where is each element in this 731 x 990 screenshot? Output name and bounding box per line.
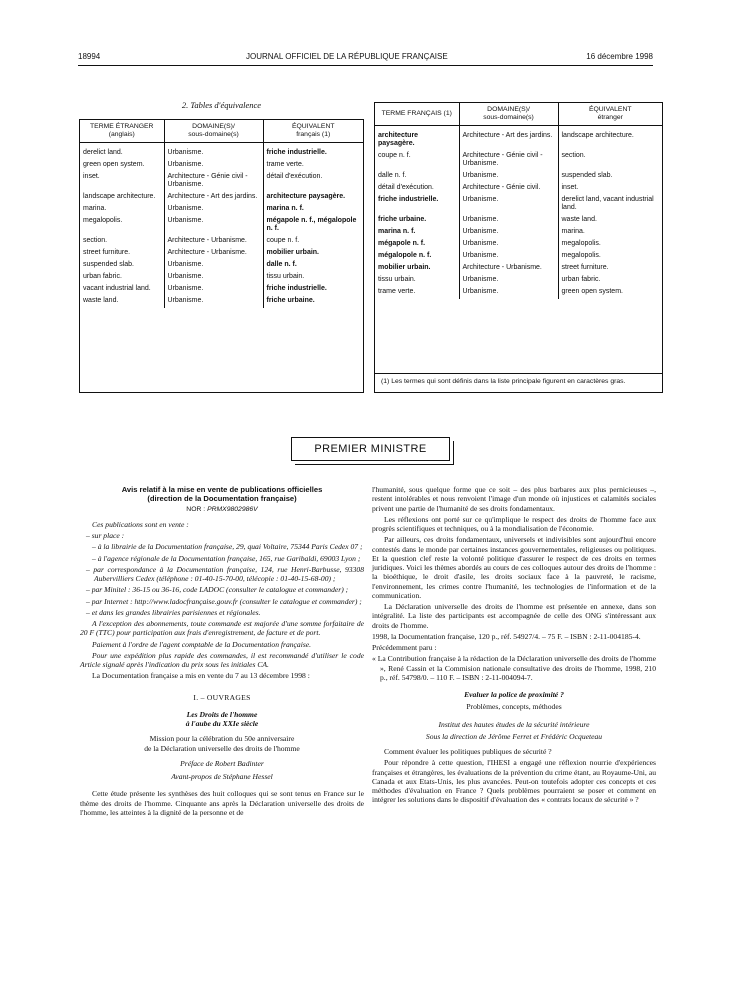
table-cell: landscape architecture. — [558, 125, 662, 151]
table-cell: coupe n. f. — [378, 151, 411, 159]
table-row — [375, 183, 662, 195]
table-cell: Urbanisme. — [164, 216, 263, 236]
table-row — [80, 142, 363, 160]
table-row — [375, 263, 662, 275]
table-cell: inset. — [83, 172, 100, 180]
table-row — [80, 160, 363, 172]
table-cell: suspended slab. — [558, 171, 662, 183]
table-cell: détail d'exécution. — [263, 172, 363, 192]
avis-mise-en-vente: La Documentation française a mis en vente du 7 au 13 décembre 1998 : — [92, 671, 310, 681]
table-row — [80, 204, 363, 216]
table-cell: Architecture - Génie civil - Urbanisme. — [164, 172, 263, 192]
table-cell: architecture paysagère. — [378, 131, 419, 147]
table-cell: friche industrielle. — [263, 284, 363, 296]
avis-sur-place: – sur place : — [86, 531, 125, 541]
table-row — [80, 284, 363, 296]
precedemment-label: Précédemment paru : — [372, 643, 437, 652]
table-cell: Urbanisme. — [459, 287, 558, 299]
table-row — [80, 296, 363, 308]
table-cell: marina n. f. — [378, 228, 416, 236]
section-title: PREMIER MINISTRE — [314, 443, 427, 455]
table-row — [80, 236, 363, 248]
table-cell: section. — [558, 151, 662, 171]
table-cell: Urbanisme. — [459, 195, 558, 215]
table-right-header-2: DOMAINE(S)/ sous-domaine(s) — [459, 103, 558, 125]
table-cell: mobilier urbain. — [263, 248, 363, 260]
table-cell: green open system. — [558, 287, 662, 299]
table-right — [374, 102, 663, 393]
table-cell: marina n. f. — [263, 204, 363, 216]
avis-abonnements: A l'exception des abonnements, toute commande est majorée d'une somme forfaitaire de 20 F (TTC) pour participation aux frais d'enregistrement, de facture et de port. — [80, 619, 364, 638]
avis-internet: – par Internet : http://www.ladocfrançaise.gouv.fr (consulter le catalogue et commander) ; — [86, 596, 362, 606]
table-cell: tissu urbain. — [263, 272, 363, 284]
book1-paragraph-1-continued: l'humanité, sous quelque forme que ce soit – des plus barbares aux plus pernicieuses –, restent intolérables et nous renvoient l'image d'un monde où injustices et calamités sociales privent une partie de l'humanité de ses droits fondamentaux. — [372, 485, 656, 513]
table-cell: coupe n. f. — [263, 236, 363, 248]
table-left — [79, 119, 364, 393]
table-cell: Urbanisme. — [164, 296, 263, 308]
header-rule — [78, 65, 653, 66]
table-cell: vacant industrial land. — [83, 285, 151, 293]
previous-publication: « La Contribution française à la rédaction de la Déclaration universelle des droits de l'homme », René Cassin et la Commision nationale consultative des droits de l'homme, 1998, 210 p., réf. 54798/0. – 110 F. – ISBN : 2-11-004094-7. — [372, 654, 656, 682]
table-row — [80, 172, 363, 192]
avis-minitel: – par Minitel : 36-15 ou 36-16, code LADOC (consulter le catalogue et commander) ; — [86, 585, 349, 595]
table-cell: friche industrielle. — [378, 195, 439, 203]
table-cell: urban fabric. — [558, 275, 662, 287]
table-cell: dalle n. f. — [263, 260, 363, 272]
table-cell: section. — [83, 237, 108, 244]
table-cell: megalopolis. — [558, 251, 662, 263]
book2-direction: Sous la direction de Jérôme Ferret et Frédéric Ocqueteau — [425, 731, 603, 741]
book1-subtitle-line2: de la Déclaration universelle des droits de l'homme — [144, 743, 300, 753]
book2-institut: Institut des hautes études de la sécurité intérieure — [438, 719, 590, 729]
table-cell: Urbanisme. — [459, 227, 558, 239]
table-cell: urban fabric. — [83, 273, 122, 281]
table-cell: megalopolis. — [83, 216, 123, 224]
table-row — [375, 227, 662, 239]
table-row — [375, 215, 662, 227]
avis-intro: Ces publications sont en vente : — [92, 519, 189, 529]
table-cell: marina. — [558, 227, 662, 239]
avis-agence: – à l'agence régionale de la Documentation française, 165, rue Garibaldi, 69003 Lyon ; — [92, 553, 361, 563]
book1-paragraph-2: Les réflexions ont porté sur ce qu'implique le respect des droits de l'homme face aux progrès scientifiques et techniques, ou à la mondialisation de l'économie. — [372, 514, 656, 533]
table-cell: Urbanisme. — [164, 272, 263, 284]
table-cell: Architecture - Urbanisme. — [164, 248, 263, 260]
section-title-box — [291, 437, 450, 461]
table-row — [80, 260, 363, 272]
table-cell: détail d'exécution. — [378, 183, 434, 191]
table-cell: suspended slab. — [83, 261, 134, 269]
left-column — [80, 485, 364, 819]
table-row — [80, 192, 363, 204]
book2-subtitle: Problèmes, concepts, méthodes — [466, 702, 562, 712]
table-cell: inset. — [558, 183, 662, 195]
table-cell: Architecture - Génie civil. — [459, 183, 558, 195]
table-cell: Urbanisme. — [459, 171, 558, 183]
table-cell: friche urbaine. — [263, 296, 363, 308]
table-cell: architecture paysagère. — [263, 192, 363, 204]
table-cell: derelict land. — [83, 148, 123, 156]
table-row — [375, 239, 662, 251]
book2-question: Comment évaluer les politiques publiques de sécurité ? — [384, 747, 552, 756]
book1-avant-propos: Avant-propos de Stéphane Hessel — [171, 772, 273, 782]
nor-label: NOR : — [186, 505, 206, 513]
table-cell: tissu urbain. — [378, 276, 416, 284]
nor-code: PRMX9802986V — [207, 505, 258, 513]
table-cell: dalle n. f. — [378, 171, 407, 179]
table-row — [375, 195, 662, 215]
avis-librairies: – et dans les grandes librairies parisiennes et régionales. — [86, 607, 261, 617]
table-right-header-3: ÉQUIVALENT étranger — [558, 103, 662, 125]
table-cell: Architecture - Art des jardins. — [459, 125, 558, 151]
table-cell: green open system. — [83, 160, 145, 168]
issue-date: 16 décembre 1998 — [586, 52, 653, 61]
avis-title-line1: Avis relatif à la mise en vente de publications officielles — [121, 485, 323, 494]
table-row — [375, 287, 662, 299]
table-cell: Architecture - Art des jardins. — [164, 192, 263, 204]
book1-title-line2: à l'aube du XXIe siècle — [185, 719, 259, 729]
book1-preface: Préface de Robert Badinter — [180, 758, 264, 768]
table-cell: mégapole n. f., mégalopole n. f. — [263, 216, 363, 236]
journal-title: JOURNAL OFFICIEL DE LA RÉPUBLIQUE FRANÇAISE — [246, 52, 448, 61]
table-left-title: 2. Tables d'équivalence — [181, 100, 262, 110]
table-cell: Urbanisme. — [164, 204, 263, 216]
ouvrages-heading: I. – OUVRAGES — [193, 692, 251, 702]
table-cell: friche urbaine. — [378, 216, 427, 223]
table-cell: Architecture - Urbanisme. — [459, 263, 558, 275]
table-row — [80, 216, 363, 236]
table-cell: mégalopole n. f. — [378, 252, 432, 260]
table-cell: Urbanisme. — [459, 215, 558, 227]
table-left-header-3: ÉQUIVALENT français (1) — [263, 120, 363, 142]
book1-paragraph-3: Par ailleurs, ces droits fondamentaux, universels et indivisibles sont aujourd'hui encore contestés dans le monde par certaines instances gouvernementales, religieuses ou politiques. Et la question clef reste la volonté politique d'assurer le respect de ces droits en termes juridiques. Voici les thèmes abordés au cours de ces colloques autour des droits de l'homme : la bioéthique, le droit d'asile, les droits sociaux face à la pauvreté, le racisme, l'environnement, les crimes contre l'humanité, les technologies de l'information et de la communication. — [372, 535, 656, 600]
book2-paragraph: Pour répondre à cette question, l'IHESI a engagé une réflexion nourrie d'expériences françaises et étrangères, les évaluations de la prévention du crime étant, au Royaume-Uni, au Canada et aux Etats-Unis, les plus avancées. Peut-on toutefois adopter ces concepts et ces méthodes d'évaluation en France ? Quels problèmes pourraient se poser et comment en intégrer les solutions dans le dispositif d'évaluation des « contrats locaux de sécurité » ? — [372, 758, 656, 805]
book1-subtitle-line1: Mission pour la célébration du 50e anniversaire — [149, 734, 295, 744]
table-cell: Urbanisme. — [459, 275, 558, 287]
table-cell: Urbanisme. — [459, 251, 558, 263]
page-number: 18994 — [78, 52, 101, 61]
table-cell: waste land. — [83, 297, 119, 305]
table-cell: street furniture. — [558, 263, 662, 275]
table-cell: trame verte. — [263, 160, 363, 172]
table-right-footnote: (1) Les termes qui sont définis dans la liste principale figurent en caractères gras. — [375, 373, 662, 392]
avis-title-line2: (direction de la Documentation française) — [147, 494, 297, 504]
table-cell: mégapole n. f. — [378, 240, 426, 248]
table-cell: megalopolis. — [558, 239, 662, 251]
table-cell: Urbanisme. — [164, 260, 263, 272]
table-cell: mobilier urbain. — [378, 264, 431, 272]
right-column — [372, 485, 656, 807]
avis-paiement: Paiement à l'ordre de l'agent comptable de la Documentation française. — [92, 639, 312, 649]
table-cell: landscape architecture. — [83, 192, 156, 200]
table-cell: Urbanisme. — [164, 284, 263, 296]
table-right-header-1: TERME FRANÇAIS (1) — [375, 103, 459, 125]
book2-title: Evaluer la police de proximité ? — [464, 690, 564, 699]
avis-correspondance: – par correspondance à la Documentation française, 124, rue Henri-Barbusse, 93308 Aubervilliers Cedex (téléphone : 01-40-15-70-00, télécopie : 01-40-15-68-00) ; — [86, 564, 364, 584]
table-row — [375, 275, 662, 287]
table-cell: marina. — [83, 204, 107, 212]
table-row — [80, 248, 363, 260]
page-header — [78, 52, 653, 64]
table-cell: derelict land, vacant industrial land. — [558, 195, 662, 215]
table-row — [375, 251, 662, 263]
book1-paragraph-4: La Déclaration universelle des droits de l'homme est présentée en annexe, dans son intégralité. La liste des participants est accompagnée de celle des ONG s'intéressant aux droits de l'homme. — [372, 602, 656, 630]
table-row — [375, 151, 662, 171]
table-cell: Architecture - Urbanisme. — [164, 236, 263, 248]
table-row — [80, 272, 363, 284]
table-cell: waste land. — [558, 215, 662, 227]
book1-title-line1: Les Droits de l'homme — [186, 709, 258, 719]
table-left-header-2: DOMAINE(S)/ sous-domaine(s) — [164, 120, 263, 142]
table-left-header-1: TERME ÉTRANGER (anglais) — [80, 120, 164, 142]
avis-expedition: Pour une expédition plus rapide des commandes, il est recommandé d'utiliser le code Article signalé après l'indication du prix sous les initiales CA. — [80, 650, 364, 670]
book1-paragraph-1: Cette étude présente les synthèses des huit colloques qui se sont tenus en France sur le thème des droits de l'homme. Cinquante ans après la Déclaration universelle des droits de l'homme, les atteintes à la dignité de la personne et de — [80, 789, 364, 817]
nor-line — [80, 506, 364, 514]
avis-librairie: – à la librairie de la Documentation française, 29, quai Voltaire, 75344 Paris Cedex 07 ; — [92, 542, 363, 552]
table-row — [375, 171, 662, 183]
table-cell: trame verte. — [378, 288, 416, 296]
table-cell: Urbanisme. — [164, 160, 263, 172]
book1-reference: 1998, la Documentation française, 120 p., réf. 54927/4. – 75 F. – ISBN : 2-11-004185-4. — [372, 631, 641, 641]
table-row — [375, 125, 662, 151]
table-cell: Architecture - Génie civil - Urbanisme. — [459, 151, 558, 171]
table-cell: friche industrielle. — [263, 142, 363, 160]
table-cell: street furniture. — [83, 249, 131, 257]
table-cell: Urbanisme. — [459, 239, 558, 251]
table-cell: Urbanisme. — [164, 142, 263, 160]
